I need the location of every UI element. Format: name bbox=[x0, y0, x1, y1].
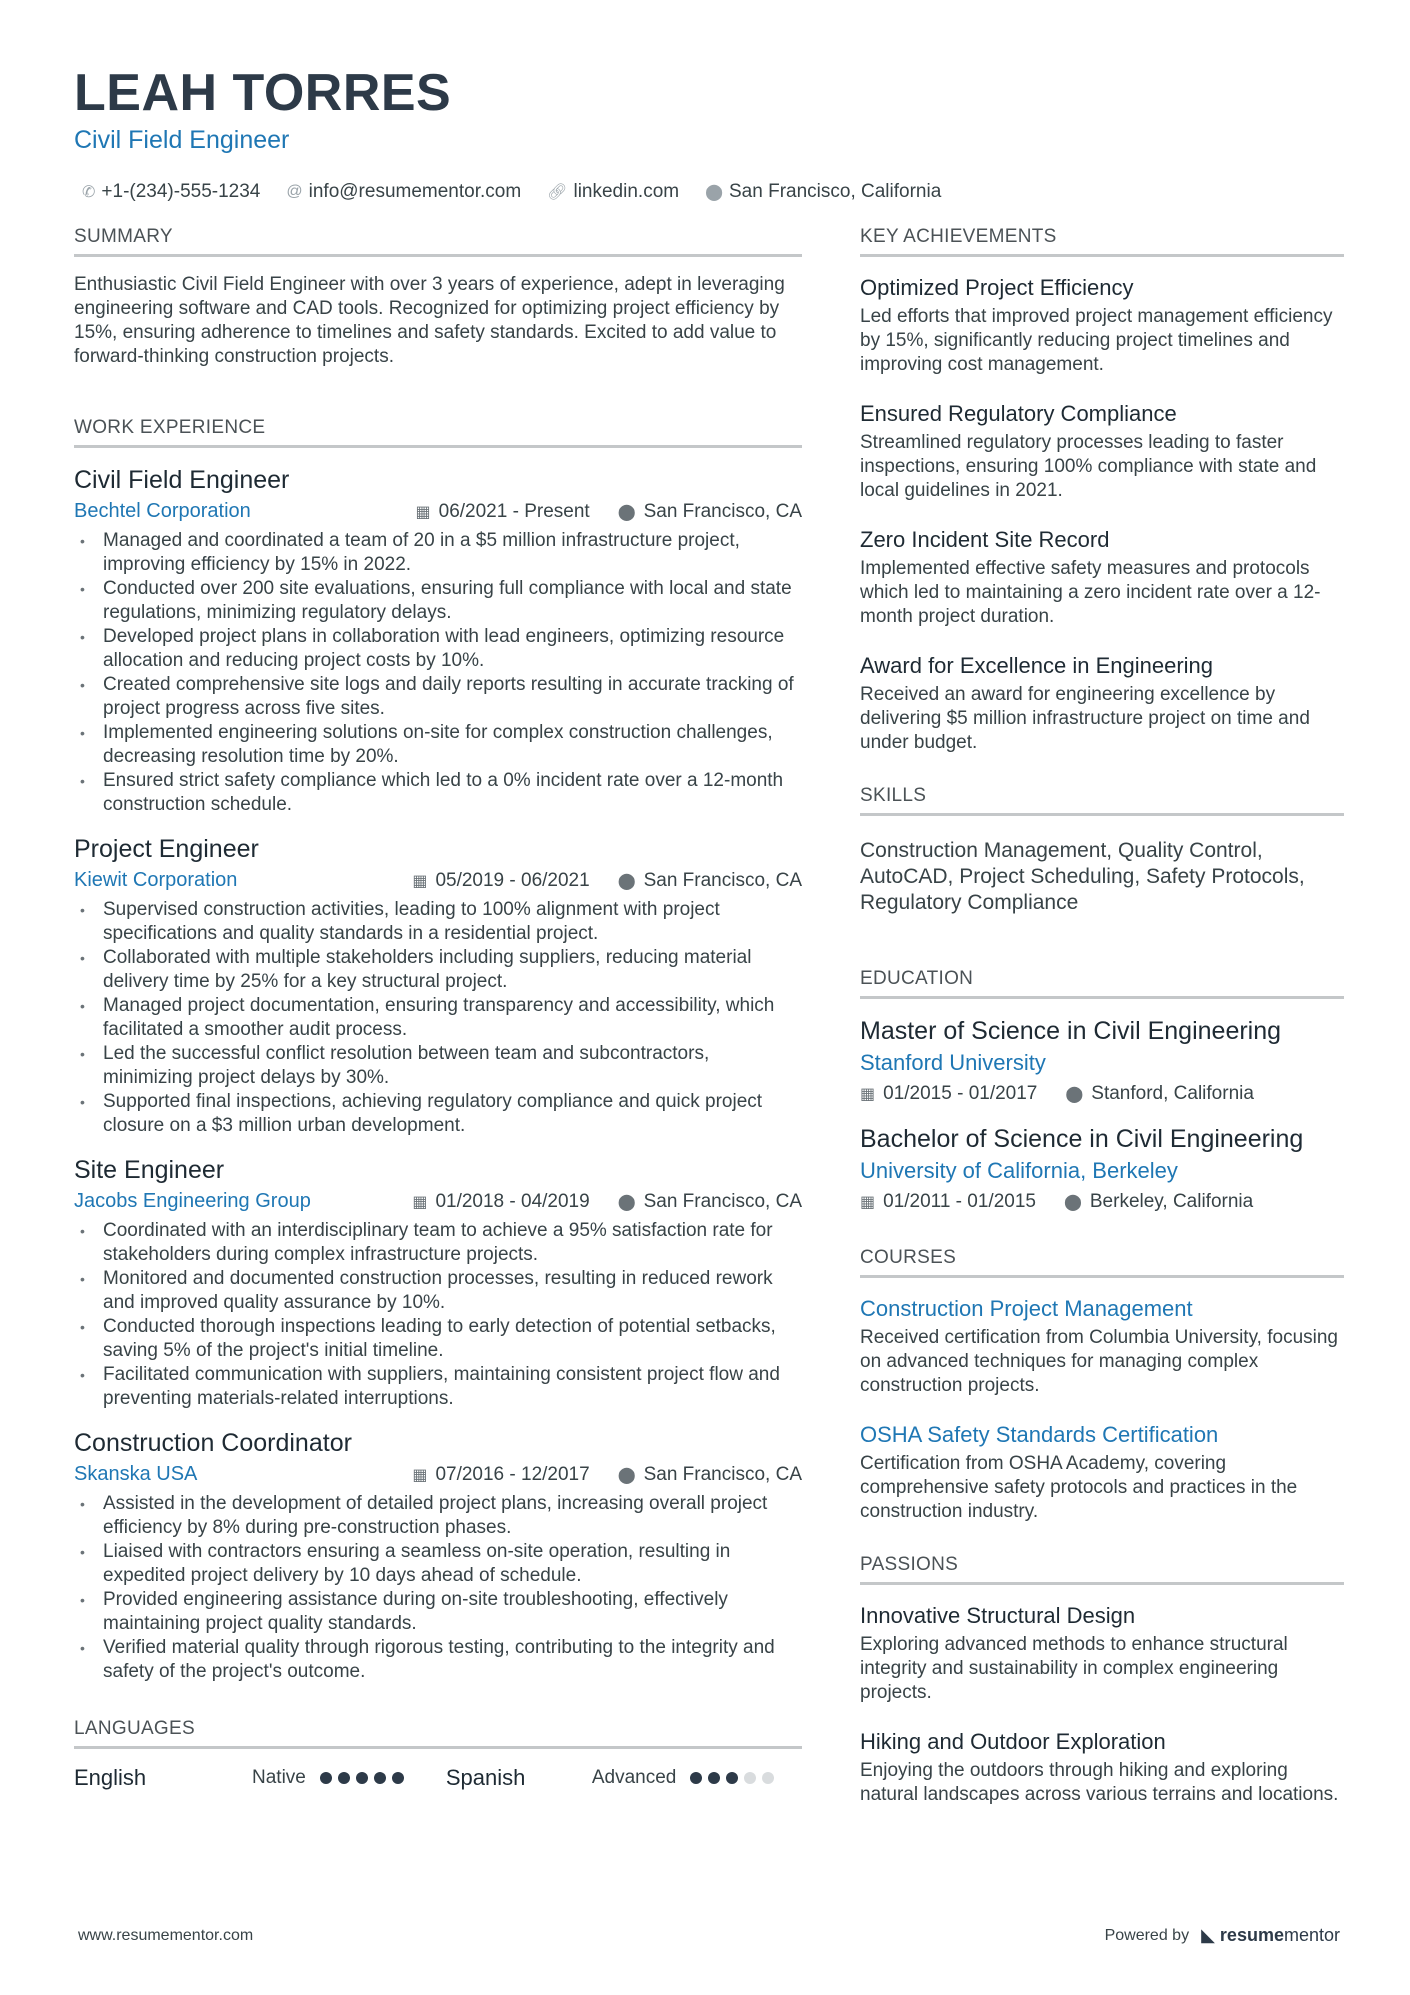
passion-title: Hiking and Outdoor Exploration bbox=[860, 1729, 1166, 1754]
summary-heading: SUMMARY bbox=[74, 226, 802, 257]
passions-list bbox=[860, 1601, 1344, 1807]
footer-brand bbox=[1105, 1925, 1340, 1946]
bullet-item: • Developed project plans in collaboration with lead engineers, optimizing resource allocation and reducing project costs by 10%. bbox=[74, 625, 802, 673]
education-meta bbox=[860, 1191, 1344, 1213]
brand-logo-icon: ◣ bbox=[1201, 1925, 1220, 1945]
course-title[interactable]: Construction Project Management bbox=[860, 1296, 1193, 1321]
education-dates bbox=[860, 1191, 1036, 1213]
bullet-item: • Monitored and documented construction processes, resulting in reduced rework and improved quality assurance by 10%. bbox=[74, 1267, 802, 1315]
contact-phone[interactable]: ✆ +1-(234)-555-1234 bbox=[82, 181, 261, 202]
education-item bbox=[860, 1015, 1344, 1105]
bullet-item: • Implemented engineering solutions on-site for complex construction challenges, decreasing resolution time by 20%. bbox=[74, 721, 802, 769]
passion-item bbox=[860, 1727, 1344, 1807]
bullet-item: • Provided engineering assistance during on-site troubleshooting, effectively maintaining project quality standards. bbox=[74, 1588, 802, 1636]
achievements-list bbox=[860, 273, 1344, 755]
powered-by-text: Powered by bbox=[1104, 1926, 1190, 1944]
achievement-desc: Streamlined regulatory processes leading to faster inspections, ensuring 100% compliance with state and local guidelines in 2021. bbox=[860, 432, 1317, 501]
skills-heading: SKILLS bbox=[860, 785, 1344, 816]
link-icon: 🔗︎ bbox=[547, 184, 568, 201]
footer bbox=[78, 1925, 1340, 1946]
passion-item bbox=[860, 1601, 1344, 1705]
right-column bbox=[860, 226, 1344, 1829]
job-bullets bbox=[74, 1492, 802, 1684]
job-entry bbox=[74, 464, 802, 817]
location-pin-icon: ⬤ bbox=[705, 184, 723, 201]
company-name[interactable]: Skanska USA bbox=[74, 1463, 198, 1485]
rating-dot bbox=[726, 1772, 738, 1784]
education-location-text: Berkeley, California bbox=[1089, 1191, 1254, 1212]
bullet-item: • Conducted thorough inspections leading to early detection of potential setbacks, saving 5% of the project's initial timeline. bbox=[74, 1315, 802, 1363]
rating-dot bbox=[374, 1772, 386, 1784]
course-item bbox=[860, 1420, 1344, 1524]
calendar-icon: ▦ bbox=[415, 503, 431, 521]
job-entry bbox=[74, 833, 802, 1138]
job-title: Civil Field Engineer bbox=[74, 466, 290, 494]
job-dates-text: 07/2016 - 12/2017 bbox=[435, 1463, 590, 1485]
language-name: Spanish bbox=[445, 1765, 526, 1790]
bullet-item: • Assisted in the development of detailed project plans, increasing overall project efficiency by 8% during pre-construction phases. bbox=[74, 1492, 802, 1540]
education-list bbox=[860, 1015, 1344, 1213]
job-dates bbox=[412, 870, 589, 892]
job-title: Site Engineer bbox=[74, 1156, 225, 1184]
at-icon: @ bbox=[286, 183, 303, 200]
job-dates bbox=[416, 501, 590, 523]
education-location bbox=[1065, 1083, 1254, 1105]
bullet-item: • Managed and coordinated a team of 20 in a $5 million infrastructure project, improving efficiency by 15% in 2022. bbox=[74, 529, 802, 577]
calendar-icon: ▦ bbox=[860, 1086, 876, 1103]
job-title: Construction Coordinator bbox=[74, 1429, 352, 1457]
achievement-title: Optimized Project Efficiency bbox=[860, 275, 1134, 300]
education-location-text: Stanford, California bbox=[1091, 1083, 1254, 1104]
job-location-text: San Francisco, CA bbox=[643, 1463, 802, 1485]
job-meta bbox=[74, 1190, 802, 1213]
rating-dot bbox=[356, 1772, 368, 1784]
location-pin-icon: ⬤ bbox=[617, 1193, 636, 1211]
language-rating bbox=[690, 1772, 774, 1784]
candidate-name: LEAH TORRES bbox=[74, 64, 452, 122]
education-dates bbox=[860, 1083, 1037, 1105]
course-item bbox=[860, 1294, 1344, 1398]
brand-logo[interactable]: ◣ resumementor bbox=[1201, 1925, 1340, 1945]
bullet-item: • Ensured strict safety compliance which led to a 0% incident rate over a 12-month construction schedule. bbox=[74, 769, 802, 817]
achievement-desc: Implemented effective safety measures and protocols which led to maintaining a zero incident rate over a 12-month project duration. bbox=[860, 558, 1321, 627]
course-title[interactable]: OSHA Safety Standards Certification bbox=[860, 1422, 1219, 1447]
languages-heading: LANGUAGES bbox=[74, 1718, 802, 1749]
passions-heading: PASSIONS bbox=[860, 1554, 1344, 1585]
education-location bbox=[1064, 1191, 1253, 1213]
passion-desc: Enjoying the outdoors through hiking and exploring natural landscapes across various terrains and locations. bbox=[860, 1760, 1339, 1805]
education-dates-text: 01/2015 - 01/2017 bbox=[883, 1083, 1038, 1104]
languages-row bbox=[74, 1765, 802, 1791]
resume-page bbox=[74, 58, 1344, 1805]
courses-list bbox=[860, 1294, 1344, 1524]
courses-heading: COURSES bbox=[860, 1247, 1344, 1278]
location-pin-icon: ⬤ bbox=[617, 872, 636, 890]
job-meta bbox=[74, 500, 802, 523]
bullet-item: • Managed project documentation, ensuring transparency and accessibility, which facilitated a smoother audit process. bbox=[74, 994, 802, 1042]
job-location bbox=[618, 1191, 802, 1213]
bullet-item: • Verified material quality through rigorous testing, contributing to the integrity and safety of the project's outcome. bbox=[74, 1636, 802, 1684]
course-desc: Certification from OSHA Academy, covering comprehensive safety protocols and practices in the construction industry. bbox=[860, 1453, 1298, 1522]
achievement-desc: Received an award for engineering excellence by delivering $5 million infrastructure project on time and under budget. bbox=[860, 684, 1310, 753]
education-degree: Master of Science in Civil Engineering bbox=[860, 1017, 1282, 1045]
left-column bbox=[74, 226, 802, 1791]
achievements-heading: KEY ACHIEVEMENTS bbox=[860, 226, 1344, 257]
job-dates-text: 01/2018 - 04/2019 bbox=[435, 1190, 590, 1212]
job-location-text: San Francisco, CA bbox=[643, 1190, 802, 1212]
contact-bar bbox=[74, 181, 1344, 203]
job-location bbox=[618, 1464, 802, 1486]
bullet-item: • Conducted over 200 site evaluations, ensuring full compliance with local and state regulations, minimizing regulatory delays. bbox=[74, 577, 802, 625]
language-level: Advanced bbox=[591, 1767, 677, 1788]
job-bullets bbox=[74, 529, 802, 817]
job-location bbox=[618, 501, 802, 523]
education-heading: EDUCATION bbox=[860, 968, 1344, 999]
calendar-icon: ▦ bbox=[860, 1194, 876, 1211]
education-item bbox=[860, 1123, 1344, 1213]
contact-location: ⬤ San Francisco, California bbox=[705, 181, 942, 202]
location-pin-icon: ⬤ bbox=[1065, 1086, 1084, 1103]
education-meta bbox=[860, 1083, 1344, 1105]
job-entry bbox=[74, 1154, 802, 1411]
passion-title: Innovative Structural Design bbox=[860, 1603, 1136, 1628]
rating-dot bbox=[690, 1772, 702, 1784]
bullet-item: • Liaised with contractors ensuring a seamless on-site operation, resulting in expedited project delivery by 10 days ahead of schedule. bbox=[74, 1540, 802, 1588]
course-desc: Received certification from Columbia University, focusing on advanced techniques for managing complex construction projects. bbox=[860, 1327, 1338, 1396]
rating-dot bbox=[338, 1772, 350, 1784]
job-dates bbox=[412, 1191, 589, 1213]
job-meta bbox=[74, 1463, 802, 1486]
location-pin-icon: ⬤ bbox=[617, 503, 636, 521]
job-bullets bbox=[74, 1219, 802, 1411]
bullet-item: • Facilitated communication with suppliers, maintaining consistent project flow and preventing materials-related interruptions. bbox=[74, 1363, 802, 1411]
job-meta bbox=[74, 869, 802, 892]
achievement-title: Award for Excellence in Engineering bbox=[860, 653, 1214, 678]
bullet-item: • Supported final inspections, achieving regulatory compliance and quick project closure on a $3 million urban development. bbox=[74, 1090, 802, 1138]
language-rating bbox=[320, 1772, 404, 1784]
rating-dot bbox=[392, 1772, 404, 1784]
summary-text: Enthusiastic Civil Field Engineer with over 3 years of experience, adept in leveraging engineering software and CAD tools. Recognized for optimizing project efficiency by 15%, ensuring adherence to timelines and safety standards. Excited to add value to forward-thinking construction projects. bbox=[74, 274, 785, 367]
footer-website[interactable]: www.resumementor.com bbox=[78, 1926, 254, 1944]
rating-dot bbox=[744, 1772, 756, 1784]
job-location bbox=[618, 870, 802, 892]
achievement-title: Ensured Regulatory Compliance bbox=[860, 401, 1177, 426]
achievement-item bbox=[860, 525, 1344, 629]
bullet-item: • Coordinated with an interdisciplinary team to achieve a 95% satisfaction rate for stakeholders during complex infrastructure projects. bbox=[74, 1219, 802, 1267]
bullet-item: • Collaborated with multiple stakeholders including suppliers, reducing material delivery time by 25% for a key structural project. bbox=[74, 946, 802, 994]
education-dates-text: 01/2011 - 01/2015 bbox=[883, 1191, 1036, 1212]
achievement-desc: Led efforts that improved project management efficiency by 15%, significantly reducing project timelines and improving cost management. bbox=[860, 306, 1333, 375]
job-dates bbox=[412, 1464, 589, 1486]
language-name: English bbox=[74, 1765, 147, 1790]
company-name[interactable]: Jacobs Engineering Group bbox=[74, 1190, 311, 1212]
job-dates-text: 06/2021 - Present bbox=[438, 500, 590, 522]
jobs-list bbox=[74, 464, 802, 1684]
education-school[interactable]: Stanford University bbox=[860, 1050, 1046, 1075]
language-level: Native bbox=[252, 1767, 306, 1788]
calendar-icon: ▦ bbox=[412, 1193, 428, 1211]
passion-desc: Exploring advanced methods to enhance structural integrity and sustainability in complex engineering projects. bbox=[860, 1634, 1288, 1703]
job-bullets bbox=[74, 898, 802, 1138]
contact-email[interactable]: @ info@resumementor.com bbox=[286, 181, 522, 202]
achievement-title: Zero Incident Site Record bbox=[860, 527, 1110, 552]
achievement-item bbox=[860, 273, 1344, 377]
calendar-icon: ▦ bbox=[412, 1466, 428, 1484]
location-pin-icon: ⬤ bbox=[617, 1466, 636, 1484]
rating-dot bbox=[762, 1772, 774, 1784]
calendar-icon: ▦ bbox=[412, 872, 428, 890]
skills-text: Construction Management, Quality Control, AutoCAD, Project Scheduling, Safety Protocols, Regulatory Compliance bbox=[860, 839, 1305, 914]
job-dates-text: 05/2019 - 06/2021 bbox=[435, 869, 590, 891]
job-location-text: San Francisco, CA bbox=[643, 500, 802, 522]
work-experience-heading: WORK EXPERIENCE bbox=[74, 417, 802, 448]
rating-dot bbox=[320, 1772, 332, 1784]
education-school[interactable]: University of California, Berkeley bbox=[860, 1158, 1178, 1183]
candidate-title: Civil Field Engineer bbox=[74, 126, 290, 154]
phone-icon: ✆ bbox=[82, 184, 96, 201]
location-pin-icon: ⬤ bbox=[1063, 1194, 1082, 1211]
job-location-text: San Francisco, CA bbox=[643, 869, 802, 891]
contact-linkedin[interactable]: 🔗︎ linkedin.com bbox=[547, 181, 680, 202]
rating-dot bbox=[708, 1772, 720, 1784]
company-name[interactable]: Bechtel Corporation bbox=[74, 500, 251, 522]
job-title: Project Engineer bbox=[74, 835, 259, 863]
education-degree: Bachelor of Science in Civil Engineering bbox=[860, 1125, 1304, 1153]
bullet-item: • Led the successful conflict resolution between team and subcontractors, minimizing project delays by 30%. bbox=[74, 1042, 802, 1090]
achievement-item bbox=[860, 399, 1344, 503]
bullet-item: • Created comprehensive site logs and daily reports resulting in accurate tracking of project progress across five sites. bbox=[74, 673, 802, 721]
achievement-item bbox=[860, 651, 1344, 755]
job-entry bbox=[74, 1427, 802, 1684]
company-name[interactable]: Kiewit Corporation bbox=[74, 869, 238, 891]
bullet-item: • Supervised construction activities, leading to 100% alignment with project specifications and quality standards in a residential project. bbox=[74, 898, 802, 946]
